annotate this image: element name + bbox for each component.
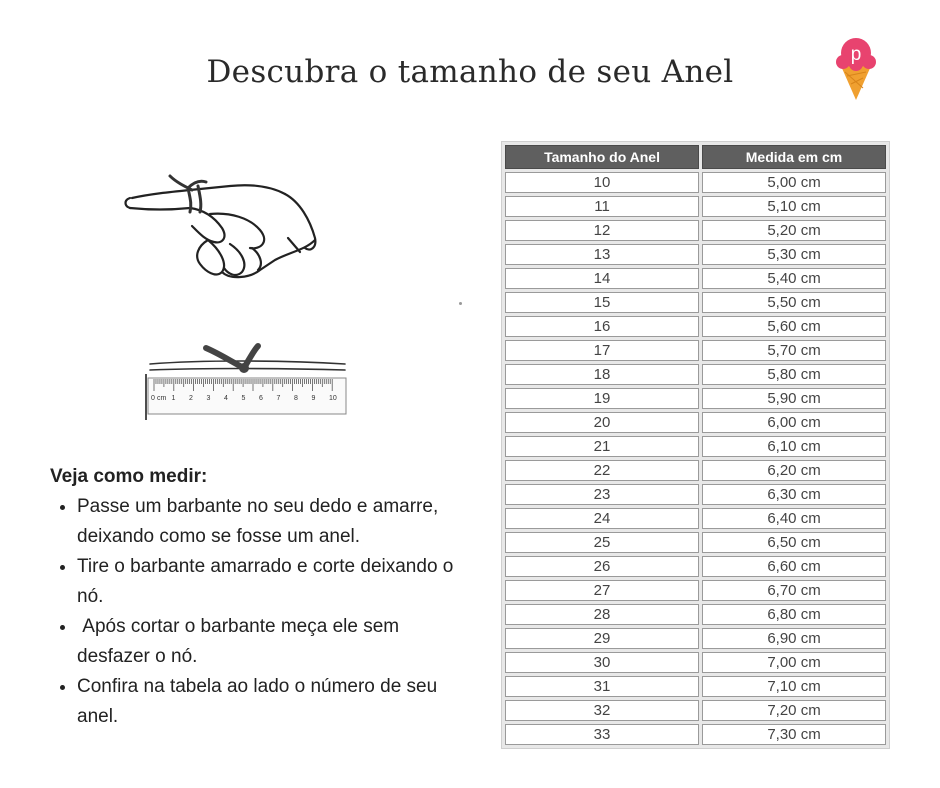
page-title: Descubra o tamanho de seu Anel [206,54,734,90]
ruler-label: 1 [171,395,176,402]
cell-size: 10 [505,172,699,193]
ruler-label: 0 [151,395,155,402]
size-table [501,141,890,749]
cell-measure: 6,60 cm [702,556,886,577]
cell-size: 23 [505,484,699,505]
cell-size: 29 [505,628,699,649]
cell-size: 16 [505,316,699,337]
cell-size: 14 [505,268,699,289]
cell-measure: 6,70 cm [702,580,886,601]
ruler-label: 10 [329,395,337,402]
cell-measure: 6,20 cm [702,460,886,481]
ruler-illustration-icon [140,338,352,428]
ruler-label: 6 [259,395,263,402]
cell-measure: 6,80 cm [702,604,886,625]
table-row [505,220,886,241]
cell-size: 33 [505,724,699,745]
cell-size: 18 [505,364,699,385]
table-row [505,628,886,649]
table-row [505,508,886,529]
cell-measure: 5,80 cm [702,364,886,385]
instructions-list [50,492,460,732]
table-row [505,652,886,673]
header-measure: Medida em cm [702,145,886,169]
ruler-label: 7 [276,395,281,402]
cell-measure: 5,40 cm [702,268,886,289]
cell-size: 15 [505,292,699,313]
table-row [505,172,886,193]
instruction-step: • Confira na tabela ao lado o número de seu anel. [77,672,460,732]
table-row [505,580,886,601]
table-row [505,676,886,697]
cell-size: 22 [505,460,699,481]
table-row [505,292,886,313]
size-table-container [501,141,890,763]
cell-size: 28 [505,604,699,625]
hand-string-illustration-icon [110,168,325,288]
table-row [505,412,886,433]
cell-size: 13 [505,244,699,265]
cell-measure: 5,70 cm [702,340,886,361]
cell-size: 25 [505,532,699,553]
table-header-row [505,145,886,169]
ruler-label: 5 [241,395,246,402]
table-row [505,604,886,625]
ruler-label: 4 [224,395,228,402]
cell-measure: 7,20 cm [702,700,886,721]
ruler-label: 2 [189,395,193,402]
cell-size: 17 [505,340,699,361]
table-row [505,364,886,385]
cell-size: 31 [505,676,699,697]
cell-size: 12 [505,220,699,241]
cell-measure: 7,10 cm [702,676,886,697]
ruler-label: cm [157,395,167,402]
logo-letter: p [850,44,862,65]
table-row [505,436,886,457]
cell-measure: 6,10 cm [702,436,886,457]
table-row [505,340,886,361]
cell-measure: 6,40 cm [702,508,886,529]
table-row [505,700,886,721]
table-row [505,484,886,505]
ruler-label: 3 [206,395,211,402]
table-row [505,556,886,577]
table-row [505,244,886,265]
cell-measure: 5,20 cm [702,220,886,241]
cell-size: 21 [505,436,699,457]
table-row [505,316,886,337]
cell-measure: 5,10 cm [702,196,886,217]
header-size: Tamanho do Anel [505,145,699,169]
cell-measure: 5,90 cm [702,388,886,409]
cell-size: 26 [505,556,699,577]
cell-measure: 6,30 cm [702,484,886,505]
cell-measure: 6,90 cm [702,628,886,649]
instructions-section [50,466,460,732]
ruler-label: 8 [294,395,298,402]
cell-measure: 5,50 cm [702,292,886,313]
table-row [505,388,886,409]
ruler-label: 9 [311,395,316,402]
table-row [505,460,886,481]
cell-size: 20 [505,412,699,433]
stray-dot [459,302,462,305]
table-row [505,196,886,217]
cell-size: 32 [505,700,699,721]
cell-measure: 5,60 cm [702,316,886,337]
cell-measure: 5,30 cm [702,244,886,265]
ice-cream-logo-icon [833,36,879,102]
cell-size: 11 [505,196,699,217]
instruction-step: • Tire o barbante amarrado e corte deixando o nó. [77,552,460,612]
cell-measure: 6,50 cm [702,532,886,553]
cell-size: 27 [505,580,699,601]
cell-measure: 6,00 cm [702,412,886,433]
instruction-step: • Passe um barbante no seu dedo e amarre, deixando como se fosse um anel. [77,492,460,552]
table-row [505,532,886,553]
table-row [505,724,886,745]
cell-measure: 5,00 cm [702,172,886,193]
cell-size: 30 [505,652,699,673]
cell-measure: 7,00 cm [702,652,886,673]
instruction-step: • Após cortar o barbante meça ele sem desfazer o nó. [77,612,460,672]
table-row [505,268,886,289]
cell-size: 19 [505,388,699,409]
cell-size: 24 [505,508,699,529]
cell-measure: 7,30 cm [702,724,886,745]
instructions-heading: Veja como medir: [50,466,208,487]
